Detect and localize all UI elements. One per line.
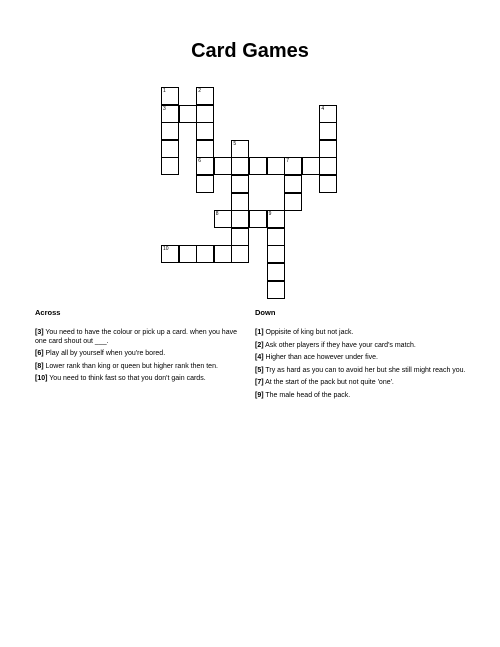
clue-index: [4] bbox=[255, 354, 264, 361]
grid-cell[interactable] bbox=[267, 210, 285, 228]
across-clues bbox=[35, 308, 243, 388]
across-clue bbox=[35, 350, 243, 359]
grid-cell[interactable] bbox=[196, 175, 214, 193]
across-clue bbox=[35, 329, 243, 346]
grid-cell[interactable] bbox=[267, 245, 285, 263]
clue-index: [5] bbox=[255, 366, 264, 374]
grid-cell[interactable] bbox=[231, 210, 249, 228]
clue-text: At the start of the pack but not quite 'one'. bbox=[265, 379, 394, 386]
grid-cell[interactable] bbox=[161, 157, 179, 175]
grid-cell[interactable] bbox=[179, 245, 197, 263]
clue-index: [9] bbox=[255, 391, 264, 399]
grid-cell[interactable] bbox=[231, 228, 249, 246]
grid-cell[interactable] bbox=[267, 281, 285, 299]
clue-number: 3 bbox=[163, 105, 166, 112]
clue-number: 5 bbox=[233, 140, 237, 147]
clue-text: Try as hard as you can to avoid her but she still might reach you. bbox=[265, 366, 466, 374]
grid-cell[interactable] bbox=[319, 140, 337, 158]
grid-cell[interactable] bbox=[284, 193, 302, 211]
clue-text: The male head of the pack. bbox=[265, 391, 351, 399]
grid-cell[interactable] bbox=[231, 193, 249, 211]
clue-index: [6] bbox=[35, 350, 44, 357]
clue-index: [7] bbox=[255, 379, 264, 386]
clue-text: You need to think fast so that you don't gain cards. bbox=[49, 375, 206, 382]
across-clue bbox=[35, 375, 243, 384]
clue-number: 7 bbox=[286, 158, 289, 165]
grid-cell[interactable] bbox=[267, 228, 285, 246]
clue-text: Lower rank than king or queen but higher rank then ten. bbox=[45, 362, 218, 370]
grid-cell[interactable] bbox=[319, 105, 337, 123]
clue-index: [10] bbox=[35, 375, 48, 382]
clue-text: Play all by yourself when you're bored. bbox=[45, 350, 166, 357]
grid-cell[interactable] bbox=[231, 175, 249, 193]
grid-cell[interactable] bbox=[267, 263, 285, 281]
clue-index: [3] bbox=[35, 329, 44, 336]
grid-cell[interactable] bbox=[214, 210, 232, 228]
grid-cell[interactable] bbox=[249, 157, 267, 175]
across-clue bbox=[35, 363, 243, 372]
grid-cell[interactable] bbox=[284, 175, 302, 193]
grid-cell[interactable] bbox=[179, 105, 197, 123]
clue-index: [8] bbox=[35, 362, 44, 370]
clue-number: 4 bbox=[321, 105, 325, 112]
clue-index: [2] bbox=[255, 341, 264, 349]
grid-cell[interactable] bbox=[161, 245, 179, 263]
grid-cell[interactable] bbox=[231, 245, 249, 263]
grid-cell[interactable] bbox=[231, 140, 249, 158]
down-clues bbox=[255, 308, 467, 404]
grid-cell[interactable] bbox=[196, 140, 214, 158]
clue-number: 1 bbox=[163, 88, 166, 94]
grid-cell[interactable] bbox=[267, 157, 285, 175]
clue-number: 6 bbox=[198, 158, 201, 165]
grid-cell[interactable] bbox=[196, 157, 214, 175]
grid-cell[interactable] bbox=[319, 157, 337, 175]
grid-cell[interactable] bbox=[196, 87, 214, 105]
grid-cell[interactable] bbox=[196, 105, 214, 123]
grid-cell[interactable] bbox=[214, 157, 232, 175]
crossword-grid bbox=[0, 0, 500, 300]
down-clue bbox=[255, 354, 467, 363]
clue-text: Oppisite of king but not jack. bbox=[265, 329, 354, 336]
across-heading: Across bbox=[35, 308, 61, 317]
grid-cell[interactable] bbox=[196, 245, 214, 263]
down-clue bbox=[255, 329, 467, 338]
grid-cell[interactable] bbox=[214, 245, 232, 263]
grid-cell[interactable] bbox=[249, 210, 267, 228]
clue-text: Ask other players if they have your card's match. bbox=[265, 341, 416, 349]
clue-number: 2 bbox=[198, 88, 201, 94]
clue-number: 9 bbox=[268, 211, 272, 218]
clue-number: 10 bbox=[163, 246, 169, 253]
grid-cell[interactable] bbox=[196, 122, 214, 140]
grid-cell[interactable] bbox=[161, 87, 179, 105]
down-clue bbox=[255, 392, 467, 401]
clue-number: 8 bbox=[215, 211, 219, 218]
grid-cell[interactable] bbox=[319, 122, 337, 140]
down-clue bbox=[255, 367, 467, 376]
grid-cell[interactable] bbox=[302, 157, 320, 175]
grid-cell[interactable] bbox=[231, 157, 249, 175]
clue-text: You need to have the colour or pick up a card. when you have one card shout out ___. bbox=[35, 329, 237, 345]
down-clue bbox=[255, 379, 467, 388]
grid-cell[interactable] bbox=[161, 140, 179, 158]
down-heading: Down bbox=[255, 308, 276, 317]
grid-cell[interactable] bbox=[161, 122, 179, 140]
grid-cell[interactable] bbox=[161, 105, 179, 123]
down-clue bbox=[255, 342, 467, 351]
page-title: Card Games bbox=[191, 40, 309, 62]
grid-cell[interactable] bbox=[284, 157, 302, 175]
clue-text: Higher than ace however under five. bbox=[265, 354, 378, 361]
grid-cell[interactable] bbox=[319, 175, 337, 193]
clue-index: [1] bbox=[255, 329, 264, 336]
